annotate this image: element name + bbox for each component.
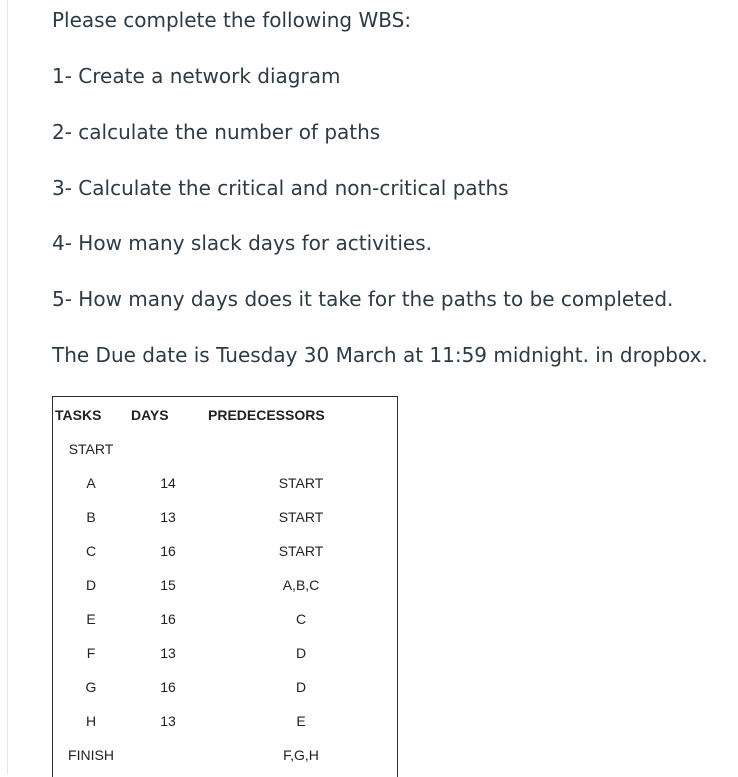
instruction-item-5: 5- How many days does it take for the paths to be completed. [52,287,674,311]
content-left-border [7,0,8,774]
days-cell: 16 [160,611,176,627]
instruction-item-1: 1- Create a network diagram [52,64,341,88]
task-cell: START [68,441,114,457]
task-cell: D [85,577,97,593]
days-cell: 13 [160,645,176,661]
task-cell: F [86,645,96,661]
task-cell: FINISH [68,747,114,763]
task-cell: B [86,509,96,525]
header-tasks: TASKS [55,407,102,423]
days-cell: 13 [160,509,176,525]
pred-cell: START [278,543,324,559]
pred-cell: A,B,C [282,577,320,593]
task-cell: H [85,713,97,729]
task-cell: C [85,543,97,559]
days-cell: 13 [160,713,176,729]
task-cell: E [86,611,96,627]
task-table [52,396,398,777]
header-days: DAYS [131,407,169,423]
pred-cell: D [295,645,307,661]
days-cell: 16 [160,679,176,695]
days-cell: 16 [160,543,176,559]
pred-cell: E [296,713,306,729]
pred-cell: START [278,475,324,491]
days-cell: 14 [160,475,176,491]
instruction-item-4: 4- How many slack days for activities. [52,231,433,255]
pred-cell: D [295,679,307,695]
pred-cell: START [278,509,324,525]
instruction-item-2: 2- calculate the number of paths [52,120,381,144]
pred-cell: F,G,H [283,747,319,763]
task-cell: A [86,475,96,491]
instruction-item-3: 3- Calculate the critical and non-critical paths [52,176,509,200]
days-cell: 15 [160,577,176,593]
pred-cell: C [295,611,307,627]
due-date-text: The Due date is Tuesday 30 March at 11:59 midnight. in dropbox. [52,343,708,367]
header-predecessors: PREDECESSORS [208,407,325,423]
intro-text: Please complete the following WBS: [52,8,412,32]
task-cell: G [85,679,97,695]
